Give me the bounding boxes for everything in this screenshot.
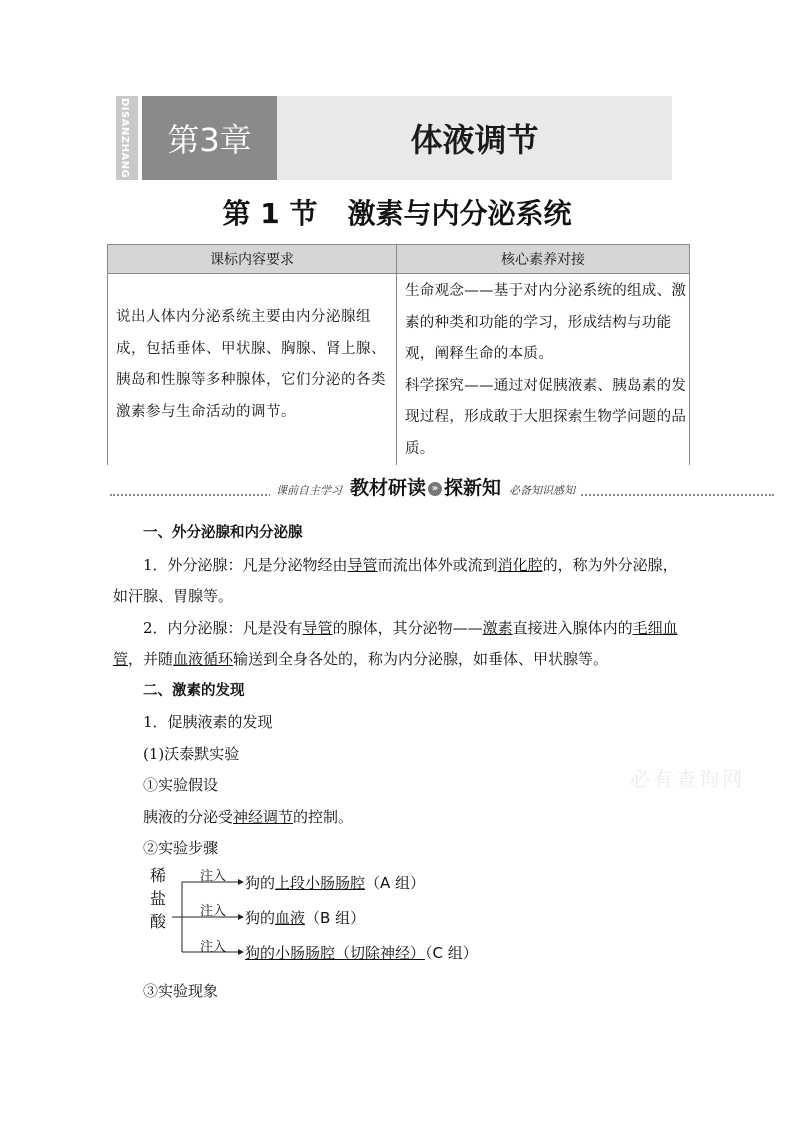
- section-title: [0, 192, 794, 232]
- underlined-term: 神经调节: [233, 807, 294, 826]
- subheading-hypothesis: ①实验假设: [143, 776, 219, 794]
- heading-glands: 一、外分泌腺和内分泌腺: [143, 525, 303, 541]
- experiment-diagram: [150, 860, 550, 970]
- subheading-secretin: 1．促胰液素的发现: [143, 713, 273, 731]
- heading-hormone-discovery: 二、激素的发现: [143, 682, 245, 699]
- underlined-term: 消化腔: [497, 555, 543, 574]
- chapter-side-code: [116, 96, 138, 180]
- diagram-target-c: 狗的小肠肠腔（切除神经）（C 组）: [245, 944, 478, 962]
- table-cell-literacy: [397, 274, 690, 466]
- underlined-term: 导管: [302, 618, 333, 637]
- paragraph-endocrine: 2．内分泌腺：凡是没有导管的腺体，其分泌物——激素直接进入腺体内的毛细血管，并随血液循环输送到全身各处的，称为内分泌腺，如垂体、甲状腺等。: [113, 618, 678, 668]
- section-banner: [110, 473, 774, 497]
- inject-label-a: 注入: [200, 869, 227, 884]
- banner-main-1: 教材研读: [350, 477, 427, 499]
- banner-main-title: [350, 473, 501, 500]
- chapter-label: 第3章: [142, 96, 277, 180]
- requirements-text: 说出人体内分泌系统主要由内分泌腺组成，包括垂体、甲状腺、胸腺、肾上腺、胰岛和性腺等多种腺体，它们分泌的各类激素参与生命活动的调节。: [116, 309, 386, 420]
- watermark: 必有查询网: [630, 767, 745, 791]
- table-cell-requirements: [108, 274, 397, 466]
- underlined-term: 血液循环: [173, 650, 234, 668]
- diagram-target-a: 狗的上段小肠肠腔（A 组）: [245, 874, 426, 892]
- subheading-wertheimer: (1)沃泰默实验: [143, 744, 240, 763]
- literacy-scientific-inquiry: 科学探究——通过对促胰液素、胰岛素的发现过程，形成敢于大胆探索生物学问题的品质。: [405, 377, 687, 457]
- inject-label-c: 注入: [200, 940, 227, 955]
- section-number: 第 1 节: [222, 197, 318, 230]
- standards-table: [107, 244, 690, 465]
- diagram-target-b: 狗的血液（B 组）: [245, 909, 366, 927]
- chapter-title: 体液调节: [277, 96, 672, 180]
- hypothesis-text: 胰液的分泌受神经调节的控制。: [143, 807, 354, 826]
- subheading-phenomenon: ③实验现象: [143, 982, 219, 1000]
- banner-left-text: 课前自主学习: [276, 484, 342, 497]
- underlined-term: 导管: [347, 555, 378, 574]
- chapter-side-code-text: DISANZHANG: [119, 98, 130, 179]
- section-name: 激素与内分泌系统: [347, 197, 572, 230]
- banner-right-text: 必备知识感知: [509, 484, 576, 497]
- underlined-term: 激素: [482, 618, 513, 637]
- table-header-literacy: 核心素养对接: [397, 245, 690, 274]
- underlined-term: 毛细血管: [113, 618, 678, 668]
- double-arrow-icon: »: [428, 482, 442, 496]
- subheading-steps: ②实验步骤: [143, 839, 219, 857]
- banner-main-2: 探新知: [444, 477, 502, 499]
- literacy-life-concept: 生命观念——基于对内分泌系统的组成、激素的种类和功能的学习，形成结构与功能观，阐释生命的本质。: [405, 283, 687, 362]
- body-content: [113, 518, 685, 865]
- table-header-requirements: 课标内容要求: [108, 245, 397, 274]
- paragraph-exocrine: 1．外分泌腺：凡是分泌物经由导管而流出体外或流到消化腔的，称为外分泌腺，如汗腺、胃腺等。: [113, 555, 678, 605]
- diagram-source: 稀盐酸: [150, 866, 167, 931]
- inject-label-b: 注入: [200, 904, 227, 919]
